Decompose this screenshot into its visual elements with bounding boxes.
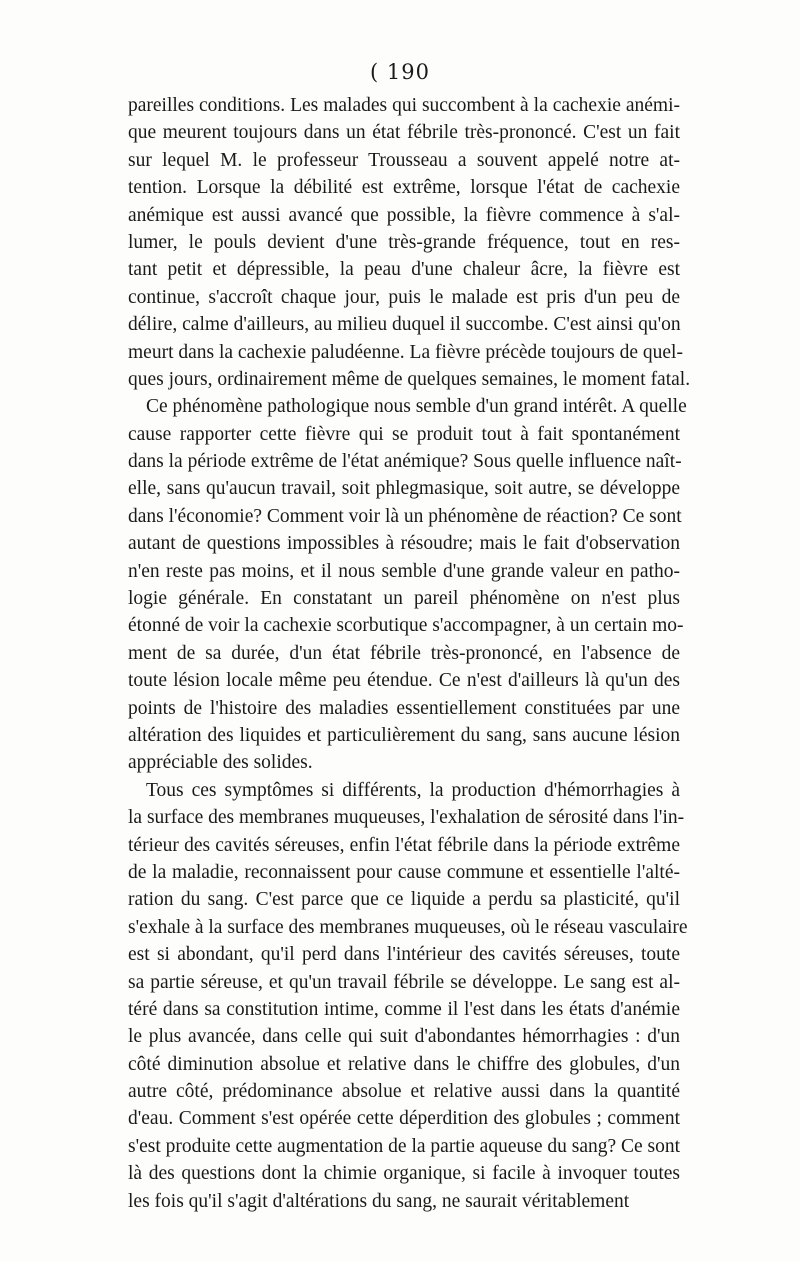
text-line: continue, s'accroît chaque jour, puis le malade est pris d'un peu de: [128, 286, 680, 308]
text-line: de la maladie, reconnaissent pour cause commune et essentielle l'alté-: [128, 861, 680, 883]
text-line: lumer, le pouls devient d'une très-grande fréquence, tout en res-: [128, 231, 680, 253]
text-line: s'est produite cette augmentation de la partie aqueuse du sang? Ce sont: [128, 1135, 681, 1157]
text-line: que meurent toujours dans un état fébrile très-prononcé. C'est un fait: [128, 122, 680, 144]
text-line: points de l'histoire des maladies essentiellement constituées par une: [128, 697, 680, 719]
text-line: tention. Lorsque la débilité est extrême, lorsque l'état de cachexie: [128, 177, 680, 199]
text-line: d'eau. Comment s'est opérée cette déperdition des globules ; comment: [128, 1108, 680, 1130]
text-line: cause rapporter cette fièvre qui se produit tout à fait spontanément: [128, 423, 680, 445]
text-line: Tous ces symptômes si différents, la production d'hémorrhagies à: [146, 779, 680, 801]
text-line: sa partie séreuse, et qu'un travail fébrile se développe. Le sang est al-: [128, 971, 680, 993]
text-line: s'exhale à la surface des membranes muqueuses, où le réseau vasculaire: [128, 916, 688, 938]
text-line: là des questions dont la chimie organique, si facile à invoquer toutes: [128, 1163, 680, 1185]
text-line: sur lequel M. le professeur Trousseau a souvent appelé notre at-: [128, 149, 680, 171]
text-line: les fois qu'il s'agit d'altérations du sang, ne saurait véritablement: [128, 1190, 630, 1212]
text-line: côté diminution absolue et relative dans le chiffre des globules, d'un: [128, 1053, 680, 1075]
text-line: est si abondant, qu'il perd dans l'intérieur des cavités séreuses, toute: [128, 944, 680, 966]
text-line: autre côté, prédominance absolue et relative aussi dans la quantité: [128, 1081, 680, 1103]
text-line: téré dans sa constitution intime, comme il l'est dans les états d'anémie: [128, 998, 680, 1020]
text-line: térieur des cavités séreuses, enfin l'état fébrile dans la période extrême: [128, 834, 680, 856]
paragraph: [128, 393, 687, 776]
text-line: le plus avancée, dans celle qui suit d'abondantes hémorrhagies : d'un: [128, 1026, 680, 1048]
text-line: appréciable des solides.: [128, 752, 313, 774]
text-line: elle, sans qu'aucun travail, soit phlegmasique, soit autre, se développe: [128, 478, 680, 500]
text-line: ment de sa durée, d'un état fébrile très-prononcé, en l'absence de: [128, 642, 680, 664]
text-line: tant petit et dépressible, la peau d'une chaleur âcre, la fièvre est: [128, 259, 680, 281]
text-line: altération des liquides et particulièrement du sang, sans aucune lésion: [128, 724, 680, 746]
text-line: étonné de voir la cachexie scorbutique s'accompagner, à un certain mo-: [128, 615, 684, 637]
text-line: délire, calme d'ailleurs, au milieu duquel il succombe. C'est ainsi qu'on: [128, 314, 681, 336]
text-line: Ce phénomène pathologique nous semble d'un grand intérêt. A quelle: [146, 396, 687, 418]
text-line: dans l'économie? Comment voir là un phénomène de réaction? Ce sont: [128, 505, 682, 527]
page-number: ( 190: [370, 60, 430, 84]
paragraph: [128, 92, 691, 393]
text-line: ques jours, ordinairement même de quelques semaines, le moment fatal.: [128, 368, 691, 390]
text-line: toute lésion locale même peu étendue. Ce n'est d'ailleurs là qu'un des: [128, 670, 680, 692]
text-line: meurt dans la cachexie paludéenne. La fièvre précède toujours de quel-: [128, 341, 683, 363]
text-line: n'en reste pas moins, et il nous semble d'une grande valeur en patho-: [128, 560, 680, 582]
body-text: [128, 92, 691, 1215]
text-line: anémique est aussi avancé que possible, la fièvre commence à s'al-: [128, 204, 680, 226]
text-line: pareilles conditions. Les malades qui succombent à la cachexie anémi-: [128, 95, 680, 116]
paragraph: [128, 777, 688, 1215]
text-line: la surface des membranes muqueuses, l'exhalation de sérosité dans l'in-: [128, 807, 685, 829]
text-line: logie générale. En constatant un pareil phénomène on n'est plus: [128, 588, 680, 610]
text-line: dans la période extrême de l'état anémique? Sous quelle influence naît-: [128, 451, 682, 473]
text-line: autant de questions impossibles à résoudre; mais le fait d'observation: [128, 533, 680, 555]
text-line: ration du sang. C'est parce que ce liquide a perdu sa plasticité, qu'il: [128, 889, 680, 911]
